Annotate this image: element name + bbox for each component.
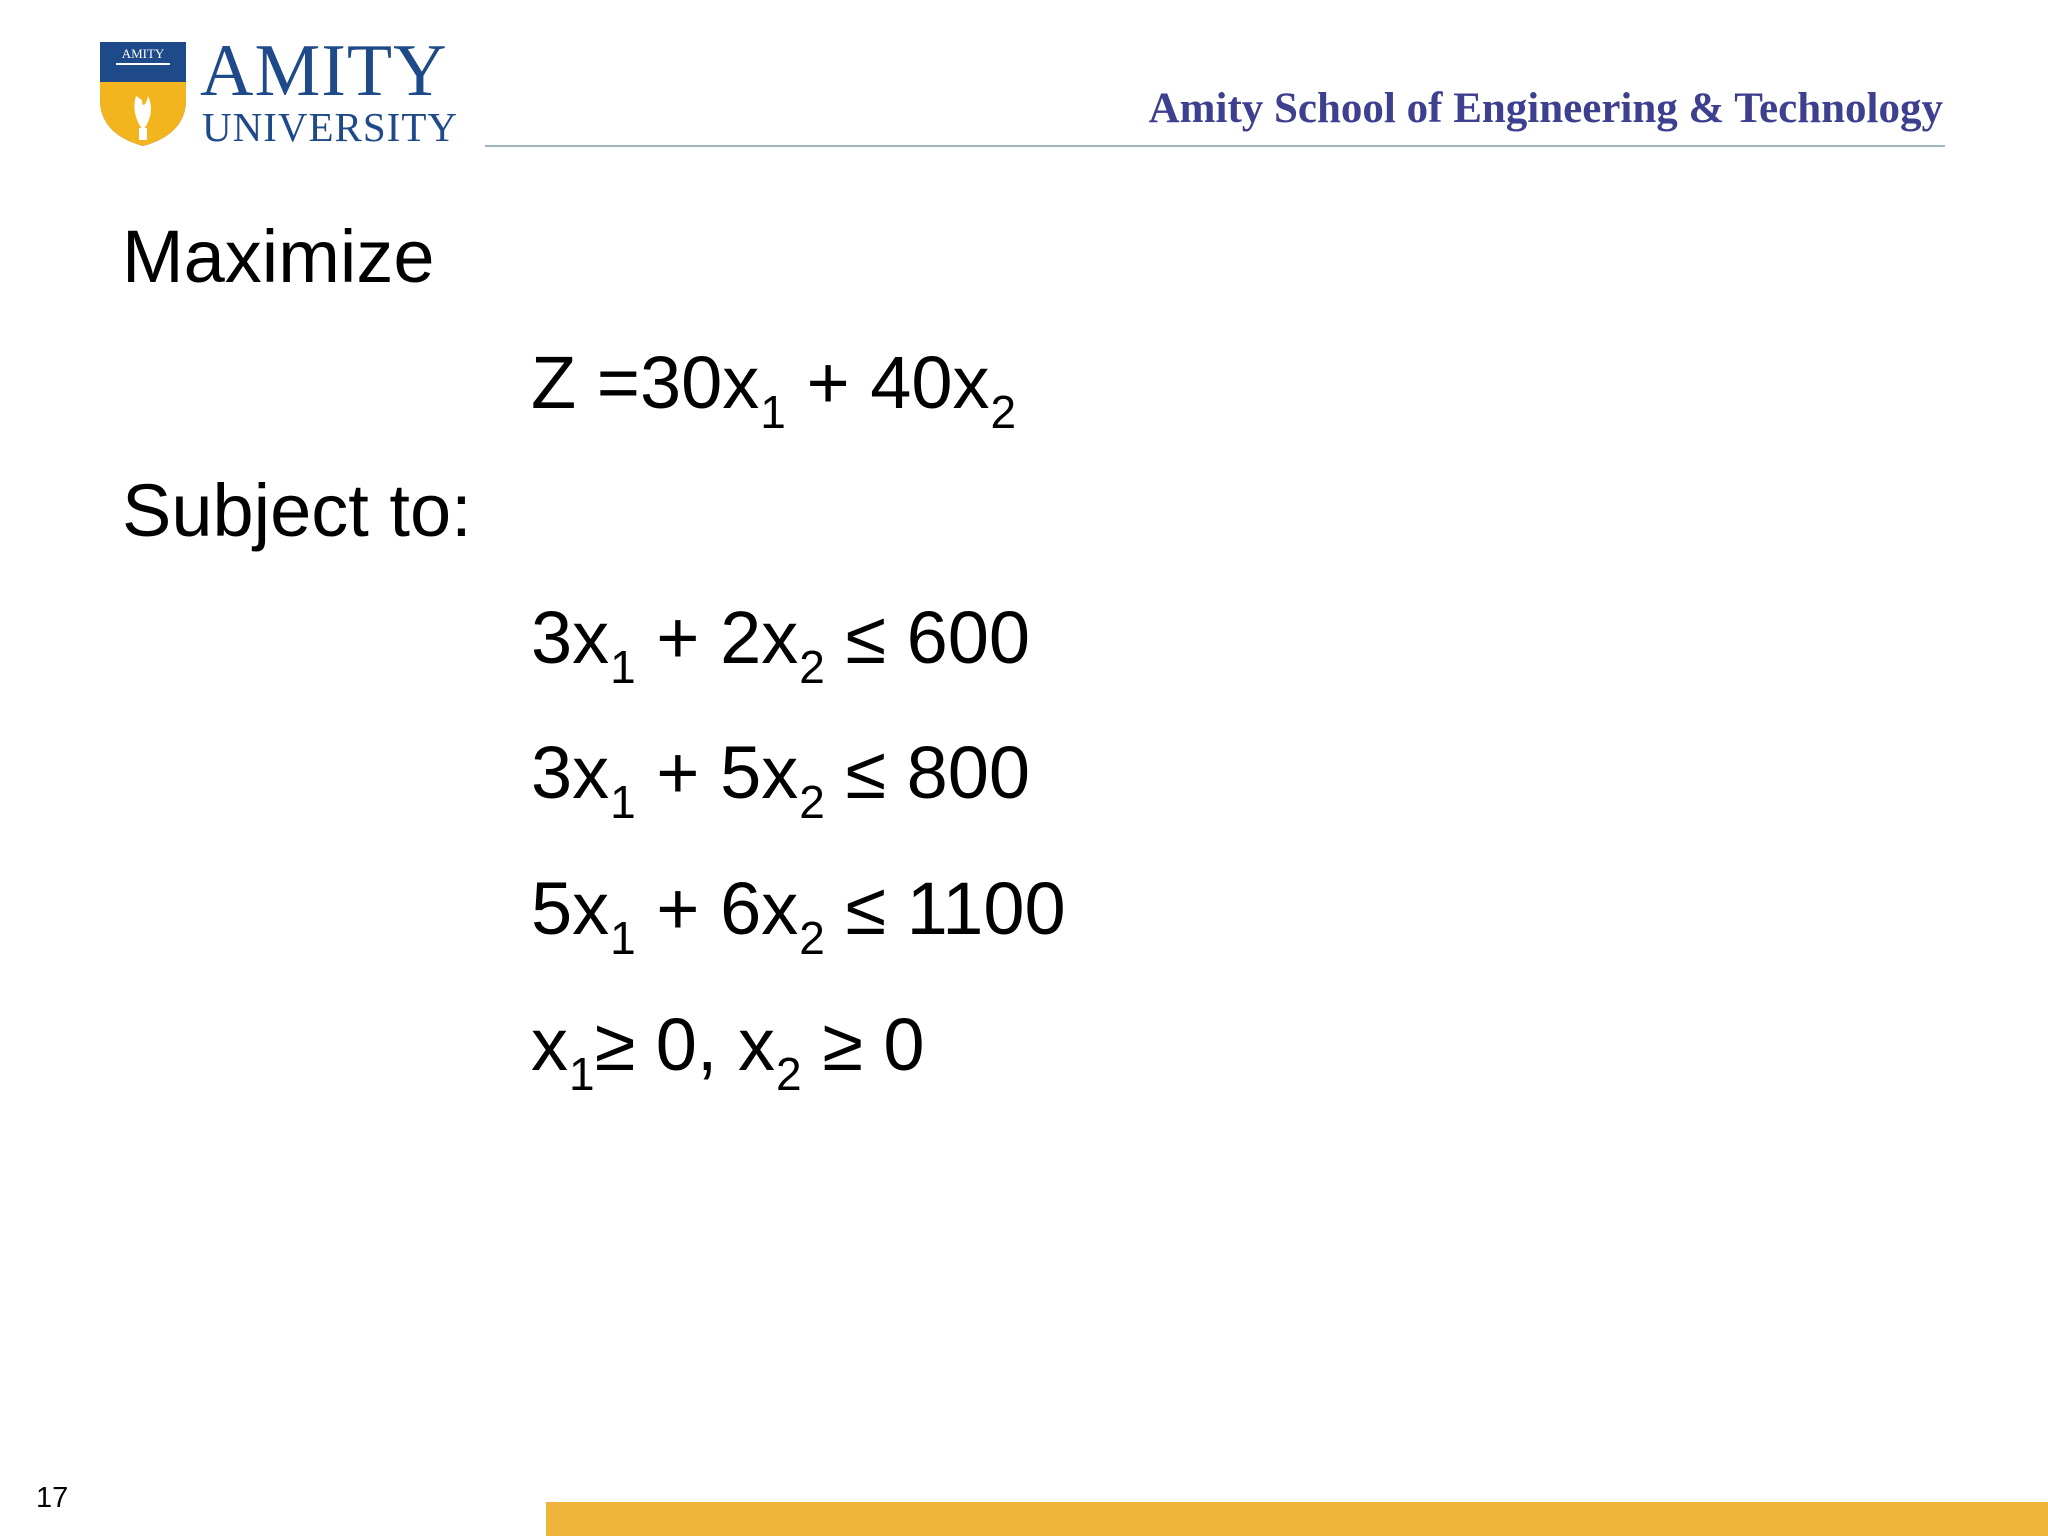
constraint-1 xyxy=(531,595,1031,693)
constraint-sub-2: 2 xyxy=(799,776,825,828)
constraint-sub-2: 2 xyxy=(799,641,825,693)
shield-icon xyxy=(96,38,190,148)
logo-subtitle: UNIVERSITY xyxy=(202,104,458,150)
constraint-rhs: ≤ 1100 xyxy=(824,867,1066,950)
constraint-term-a: x xyxy=(531,1003,568,1086)
constraint-term-b: ≥ 0, x xyxy=(594,1003,776,1086)
objective-sub-1: 1 xyxy=(760,386,786,438)
objective-lhs: Z =30x xyxy=(531,341,760,424)
constraint-term-b: + 2x xyxy=(635,596,799,679)
constraint-term-a: 5x xyxy=(531,867,610,950)
constraint-rhs: ≤ 800 xyxy=(824,731,1031,814)
school-name: Amity School of Engineering & Technology xyxy=(1148,85,1943,132)
objective-mid: + 40x xyxy=(785,341,990,424)
constraint-sub-2: 2 xyxy=(799,912,825,964)
logo-wordmark: AMITY xyxy=(200,30,448,112)
constraint-sub-1: 1 xyxy=(610,776,636,828)
footer-accent-bar xyxy=(546,1502,2048,1536)
page-number: 17 xyxy=(36,1482,69,1514)
maximize-label: Maximize xyxy=(122,215,435,298)
amity-logo xyxy=(96,30,458,150)
constraint-2 xyxy=(531,730,1031,828)
constraint-sub-1: 1 xyxy=(610,912,636,964)
constraint-rhs: ≤ 600 xyxy=(824,596,1031,679)
subject-to-label: Subject to: xyxy=(122,469,472,552)
constraint-term-a: 3x xyxy=(531,596,610,679)
header-divider xyxy=(485,145,1945,147)
constraint-3 xyxy=(531,866,1066,964)
constraint-sub-1: 1 xyxy=(569,1048,595,1100)
constraint-sub-2: 2 xyxy=(776,1048,802,1100)
constraint-term-a: 3x xyxy=(531,731,610,814)
objective-sub-2: 2 xyxy=(990,386,1017,438)
constraint-term-b: + 6x xyxy=(635,867,799,950)
constraint-sub-1: 1 xyxy=(610,641,636,693)
objective-function xyxy=(531,340,1017,438)
constraint-rhs: ≥ 0 xyxy=(801,1003,925,1086)
shield-text: AMITY xyxy=(121,46,165,61)
constraint-term-b: + 5x xyxy=(635,731,799,814)
non-negativity-constraint xyxy=(531,1002,925,1100)
